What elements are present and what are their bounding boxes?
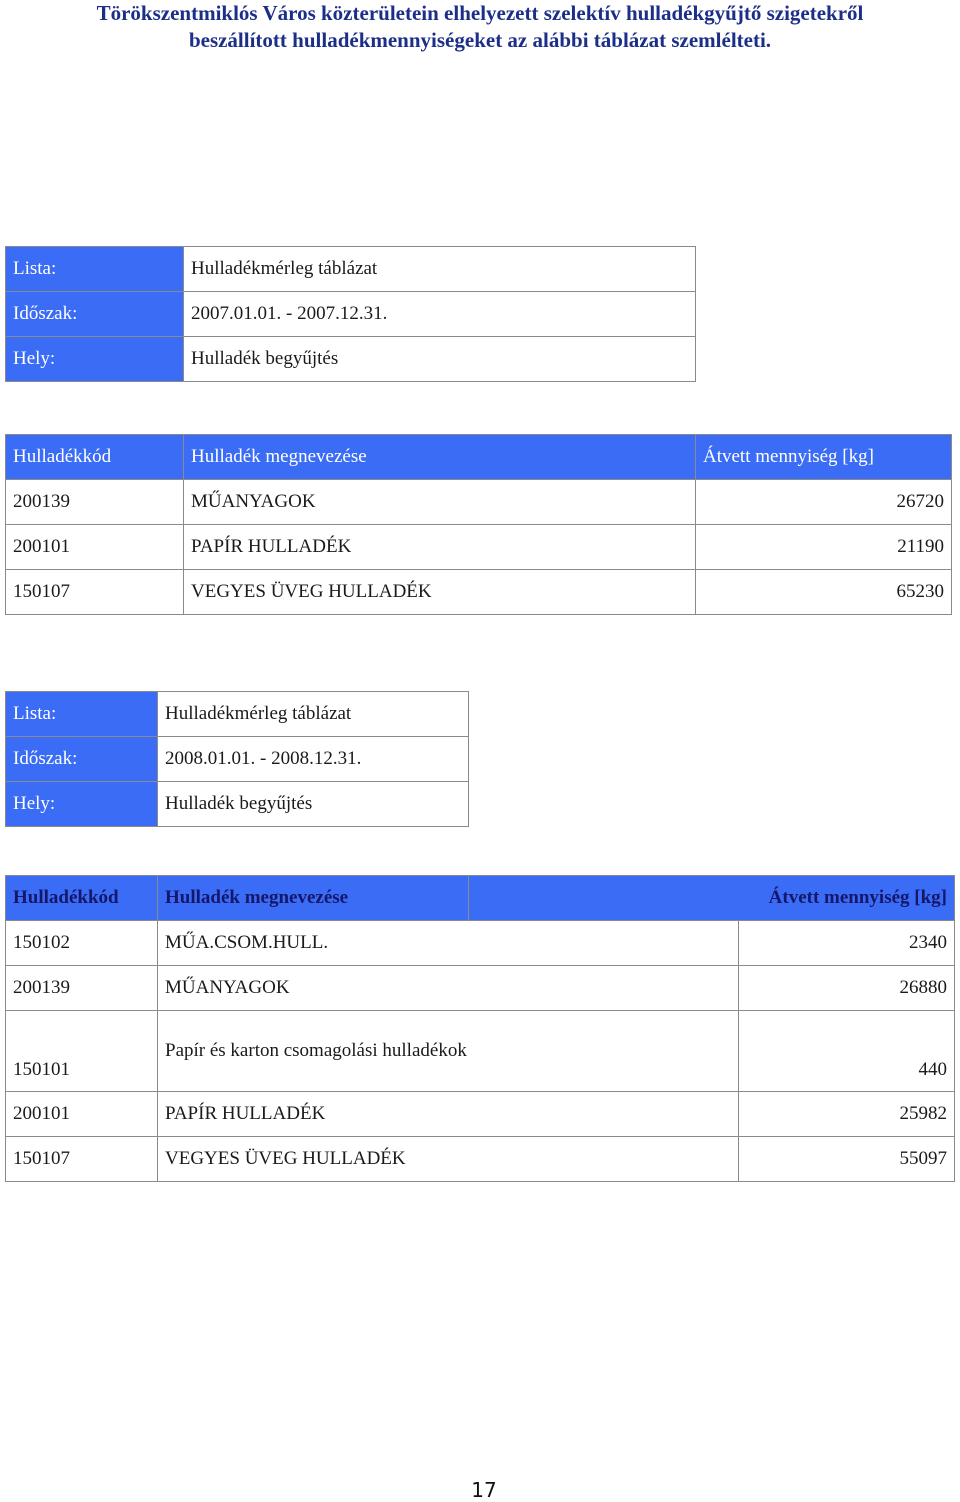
cell-code: 200101 xyxy=(6,1092,158,1137)
info-row xyxy=(6,782,469,827)
cell-qty: 2340 xyxy=(739,921,955,966)
cell-qty: 55097 xyxy=(739,1137,955,1182)
table-row xyxy=(6,1137,955,1182)
info-value: Hulladék begyűjtés xyxy=(184,337,696,382)
cell-qty: 26720 xyxy=(696,480,952,525)
header-qty: Átvett mennyiség [kg] xyxy=(469,876,955,921)
table-header-row xyxy=(6,435,952,480)
cell-code: 150102 xyxy=(6,921,158,966)
cell-name: Papír és karton csomagolási hulladékok xyxy=(158,1011,739,1092)
info-label: Lista: xyxy=(6,247,184,292)
cell-name: PAPÍR HULLADÉK xyxy=(184,525,696,570)
cell-code: 200139 xyxy=(6,966,158,1011)
header-code: Hulladékkód xyxy=(6,876,158,921)
cell-code: 150101 xyxy=(6,1011,158,1092)
intro-text xyxy=(0,0,960,54)
info-table-2007 xyxy=(5,246,696,382)
cell-name: MŰA.CSOM.HULL. xyxy=(158,921,739,966)
intro-line-1: Törökszentmiklós Város közterületein elhelyezett szelektív hulladékgyűjtő szigetekről xyxy=(96,1,864,25)
cell-code: 200139 xyxy=(6,480,184,525)
info-value: 2008.01.01. - 2008.12.31. xyxy=(158,737,469,782)
table-row xyxy=(6,570,952,615)
info-label: Időszak: xyxy=(6,737,158,782)
table-row xyxy=(6,1011,955,1092)
intro-line-2: beszállított hulladékmennyiségeket az alábbi táblázat szemlélteti. xyxy=(188,28,772,52)
info-label: Hely: xyxy=(6,782,158,827)
cell-code: 150107 xyxy=(6,570,184,615)
info-row xyxy=(6,737,469,782)
info-label: Időszak: xyxy=(6,292,184,337)
cell-qty: 21190 xyxy=(696,525,952,570)
cell-qty: 440 xyxy=(739,1011,955,1092)
table-row xyxy=(6,525,952,570)
info-value: Hulladék begyűjtés xyxy=(158,782,469,827)
info-table-2008 xyxy=(5,691,469,827)
cell-name: MŰANYAGOK xyxy=(184,480,696,525)
info-row xyxy=(6,692,469,737)
cell-qty: 25982 xyxy=(739,1092,955,1137)
table-row xyxy=(6,1092,955,1137)
table-row xyxy=(6,966,955,1011)
cell-name: VEGYES ÜVEG HULLADÉK xyxy=(184,570,696,615)
info-row xyxy=(6,337,696,382)
info-label: Hely: xyxy=(6,337,184,382)
info-label: Lista: xyxy=(6,692,158,737)
header-name: Hulladék megnevezése xyxy=(158,876,469,921)
cell-name: VEGYES ÜVEG HULLADÉK xyxy=(158,1137,739,1182)
header-code: Hulladékkód xyxy=(6,435,184,480)
data-table-2007 xyxy=(5,434,952,615)
header-qty: Átvett mennyiség [kg] xyxy=(696,435,952,480)
header-name: Hulladék megnevezése xyxy=(184,435,696,480)
cell-code: 150107 xyxy=(6,1137,158,1182)
info-value: Hulladékmérleg táblázat xyxy=(184,247,696,292)
page-number: 17 xyxy=(471,1478,497,1502)
cell-qty: 26880 xyxy=(739,966,955,1011)
info-value: Hulladékmérleg táblázat xyxy=(158,692,469,737)
cell-name: MŰANYAGOK xyxy=(158,966,739,1011)
cell-qty: 65230 xyxy=(696,570,952,615)
data-table-2008 xyxy=(5,875,955,1182)
info-row xyxy=(6,247,696,292)
info-row xyxy=(6,292,696,337)
table-header-row xyxy=(6,876,955,921)
info-value: 2007.01.01. - 2007.12.31. xyxy=(184,292,696,337)
cell-name: PAPÍR HULLADÉK xyxy=(158,1092,739,1137)
cell-code: 200101 xyxy=(6,525,184,570)
table-row xyxy=(6,480,952,525)
table-row xyxy=(6,921,955,966)
